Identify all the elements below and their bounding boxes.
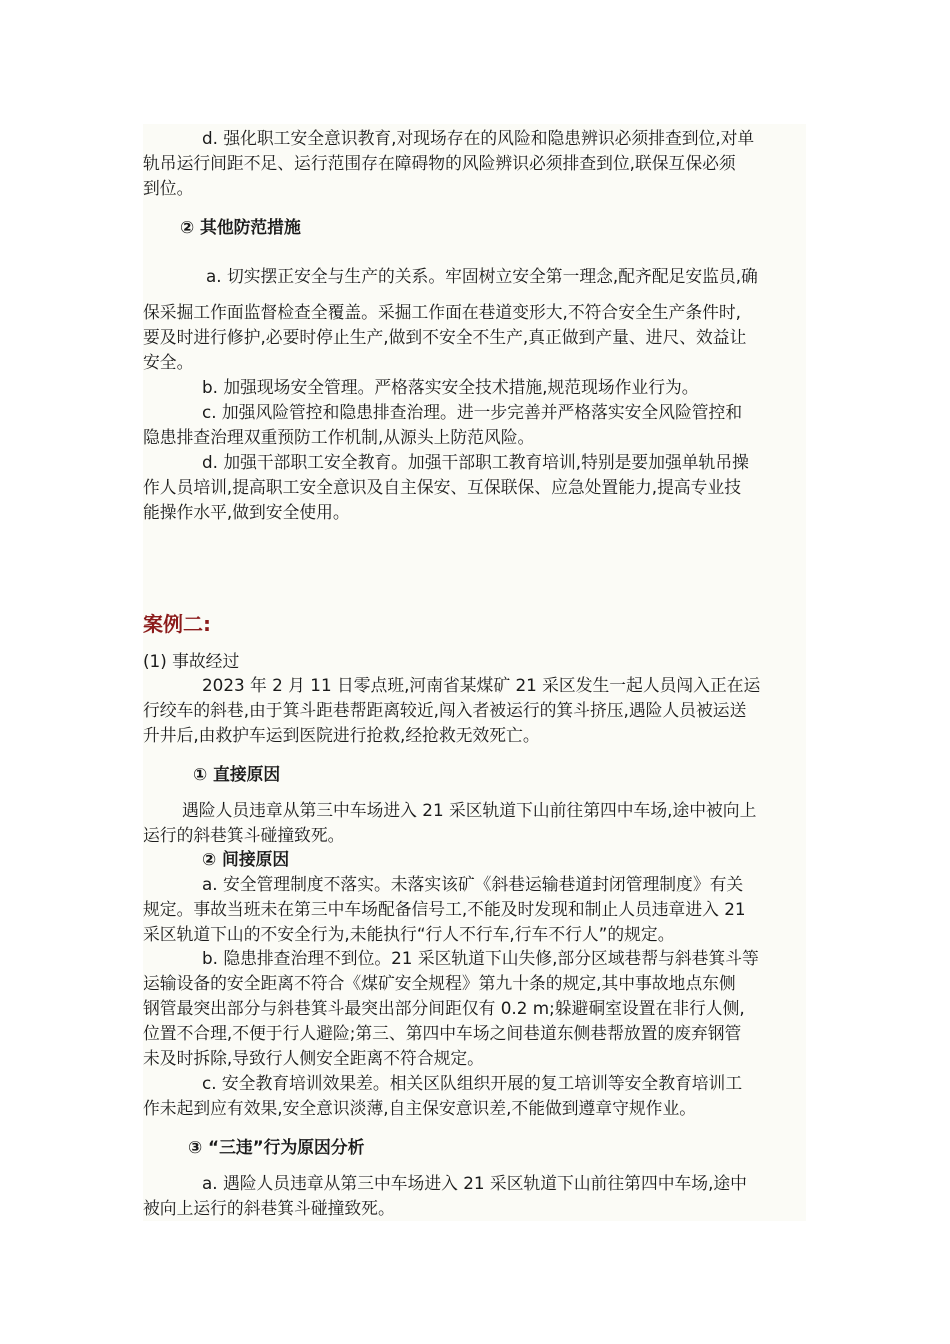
paragraph-line: a. 安全管理制度不落实。未落实该矿《斜巷运输巷道封闭管理制度》有关 <box>202 874 744 894</box>
paragraph-line: 规定。事故当班未在第三中车场配备信号工,不能及时发现和制止人员违章进入 21 <box>143 899 746 919</box>
paragraph-line: 2023 年 2 月 11 日零点班,河南省某煤矿 21 采区发生一起人员闯入正在运 <box>202 675 761 695</box>
paragraph-line: 钢管最突出部分与斜巷箕斗最突出部分间距仅有 0.2 m;躲避硐室设置在非行人侧, <box>143 998 745 1018</box>
paragraph-line: d. 强化职工安全意识教育,对现场存在的风险和隐患辨识必须排查到位,对单 <box>202 128 755 148</box>
paragraph-line: d. 加强干部职工安全教育。加强干部职工教育培训,特别是要加强单轨吊操 <box>202 452 749 472</box>
paragraph-line: 能操作水平,做到安全使用。 <box>143 502 350 522</box>
paragraph-line: 运行的斜巷箕斗碰撞致死。 <box>143 825 345 845</box>
paragraph-line: c. 安全教育培训效果差。相关区队组织开展的复工培训等安全教育培训工 <box>202 1073 743 1093</box>
paragraph-line: b. 隐患排查治理不到位。21 采区轨道下山失修,部分区域巷帮与斜巷箕斗等 <box>202 948 759 968</box>
paragraph-line: 行绞车的斜巷,由于箕斗距巷帮距离较近,闯入者被运行的箕斗挤压,遇险人员被运送 <box>143 700 747 720</box>
paragraph-line: 被向上运行的斜巷箕斗碰撞致死。 <box>143 1198 395 1218</box>
paragraph-line: 到位。 <box>143 178 194 198</box>
subheading-other-measures: ② 其他防范措施 <box>180 217 301 237</box>
subheading-three-violations: ③ “三违”行为原因分析 <box>188 1137 365 1157</box>
paragraph-line: b. 加强现场安全管理。严格落实安全技术措施,规范现场作业行为。 <box>202 377 699 397</box>
paragraph-line: c. 加强风险管控和隐患排查治理。进一步完善并严格落实安全风险管控和 <box>202 402 743 422</box>
paragraph-line: 采区轨道下山的不安全行为,未能执行“行人不行车,行车不行人”的规定。 <box>143 924 675 944</box>
paragraph-line: 轨吊运行间距不足、运行范围存在障碍物的风险辨识必须排查到位,联保互保必须 <box>143 153 736 173</box>
paragraph-line: 未及时拆除,导致行人侧安全距离不符合规定。 <box>143 1048 484 1068</box>
case-title: 案例二: <box>143 612 211 636</box>
paragraph-line: 遇险人员违章从第三中车场进入 21 采区轨道下山前往第四中车场,途中被向上 <box>182 800 757 820</box>
paragraph-line: 位置不合理,不便于行人避险;第三、第四中车场之间巷道东侧巷帮放置的废弃钢管 <box>143 1023 742 1043</box>
paragraph-line: 隐患排查治理双重预防工作机制,从源头上防范风险。 <box>143 427 535 447</box>
paragraph-line: 运输设备的安全距离不符合《煤矿安全规程》第九十条的规定,其中事故地点东侧 <box>143 973 736 993</box>
subheading-direct-cause: ① 直接原因 <box>193 764 281 784</box>
section-heading: (1) 事故经过 <box>143 651 240 671</box>
paragraph-line: 作未起到应有效果,安全意识淡薄,自主保安意识差,不能做到遵章守规作业。 <box>143 1098 697 1118</box>
paragraph-line: 作人员培训,提高职工安全意识及自主保安、互保联保、应急处置能力,提高专业技 <box>143 477 742 497</box>
paragraph-line: 安全。 <box>143 352 194 372</box>
paragraph-line: 保采掘工作面监督检查全覆盖。采掘工作面在巷道变形大,不符合安全生产条件时, <box>143 302 742 322</box>
subheading-indirect-cause: ② 间接原因 <box>202 849 290 869</box>
paragraph-line: a. 切实摆正安全与生产的关系。牢固树立安全第一理念,配齐配足安监员,确 <box>206 266 758 286</box>
paragraph-line: 要及时进行修护,必要时停止生产,做到不安全不生产,真正做到产量、进尺、效益让 <box>143 327 747 347</box>
paragraph-line: 升井后,由救护车运到医院进行抢救,经抢救无效死亡。 <box>143 725 540 745</box>
paragraph-line: a. 遇险人员违章从第三中车场进入 21 采区轨道下山前往第四中车场,途中 <box>202 1173 747 1193</box>
